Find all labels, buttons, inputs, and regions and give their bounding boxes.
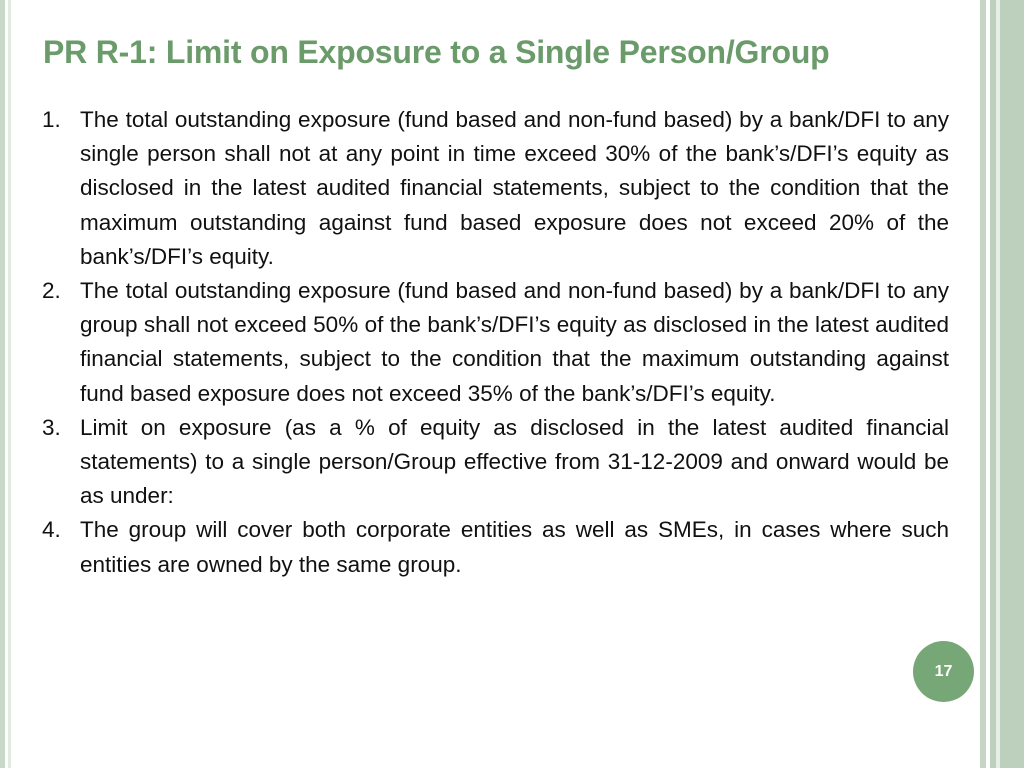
left-border-stripe: [0, 0, 5, 768]
list-item-number: 3.: [42, 414, 61, 440]
list-item-text: The total outstanding exposure (fund based and non-fund based) by a bank/DFI to any group shall not exceed 50% of the bank’s/DFI’s equity as disclosed in the latest audited financial statements, subject to the condition that the maximum outstanding against fund based exposure does not exceed 35% of the bank’s/DFI’s equity.: [80, 278, 949, 406]
list-item-number: 2.: [42, 278, 61, 304]
list-item: [42, 274, 949, 411]
list-item: [42, 513, 949, 581]
list-item-text: The total outstanding exposure (fund based and non-fund based) by a bank/DFI to any single person shall not at any point in time exceed 30% of the bank’s/DFI’s equity as disclosed in the latest audited financial statements, subject to the condition that the maximum outstanding against fund based exposure does not exceed 20% of the bank’s/DFI’s equity.: [80, 107, 949, 269]
slide-title: PR R-1: Limit on Exposure to a Single Person/Group: [43, 34, 830, 70]
page-number-badge: 17: [913, 641, 974, 702]
list-item-number: 4.: [42, 517, 61, 543]
right-border-stripe: [980, 0, 986, 768]
regulation-list: [42, 103, 949, 582]
list-item: [42, 411, 949, 514]
list-item-text: The group will cover both corporate entities as well as SMEs, in cases where such entities are owned by the same group.: [80, 517, 949, 577]
right-border-highlight: [996, 0, 1000, 768]
left-border-stripe-inner: [8, 0, 11, 768]
list-item-number: 1.: [42, 107, 61, 132]
list-item-text: Limit on exposure (as a % of equity as disclosed in the latest audited financial statements) to a single person/Group effective from 31-12-2009 and onward would be as under:: [80, 414, 949, 509]
list-item: [42, 103, 949, 274]
